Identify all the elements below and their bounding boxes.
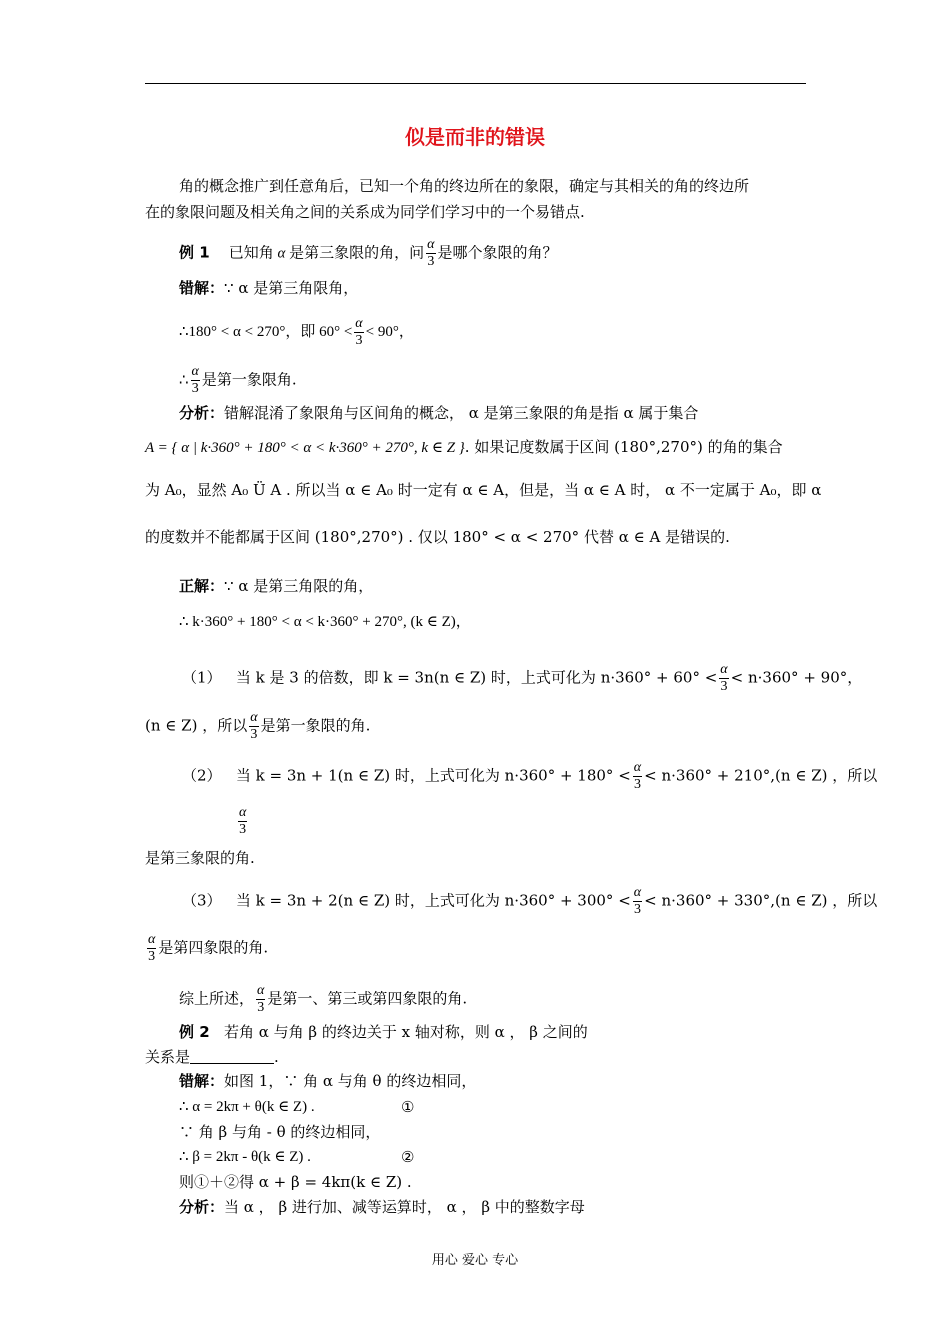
analysis-label: 分析： [179,1198,225,1216]
intro-line-1: 角的概念推广到任意角后，已知一个角的终边所在的象限，确定与其相关的角的终边所 [179,177,750,195]
case-2-cont: 是第三象限的角. [145,849,255,867]
summary: 综上所述， $\frac{\alpha}{3}$ 是第一、第三或第四象限的角. [179,983,468,1015]
answer-blank [190,1049,274,1064]
case-1-cont: (n ∈ Z) ，所以 $\frac{\alpha}{3}$ 是第一象限的角. [145,710,371,742]
example-2-question-2: 关系是 . [145,1048,279,1066]
header-rule [145,83,806,84]
eq-1-marker: ① [401,1098,415,1116]
q-part-c: 是哪个象限的角？ [437,243,558,262]
ex2-wrong-solution: 错解：如图 1，∵ 角 α 与角 θ 的终边相同， [179,1072,477,1090]
alpha-over-3: $\frac{\alpha}{3}$ [427,237,435,269]
q-part-b: 是第三象限的角，问 [289,243,425,262]
wrong-solution-1 [179,278,358,298]
case-1: （1） 当 k 是 3 的倍数，即 k = 3n(n ∈ Z) 时，上式可化为 n·360° + 60° < $\frac{\alpha}{3}$ < n·360° + 90°， [182,662,863,694]
alpha-over-3: $\frac{\alpha}{3}$ [148,932,156,964]
page-title: 似是而非的错误 [405,125,545,149]
analysis-label: 分析： [179,404,225,422]
wrong-solution-label: 错解： [179,279,225,297]
wrong-solution-label: 错解： [179,1072,225,1090]
correct-step: ∴ k·360° + 180° < α < k·360° + 270°, (k ∈ Z)， [179,614,471,630]
example-2-question: 例 2 若角 α 与角 β 的终边关于 x 轴对称，则 α ， β 之间的 [179,1023,588,1041]
page-footer: 用心 爱心 专心 [431,1253,519,1268]
ex2-eq-1: ∴ α = 2kπ + θ(k ∈ Z) . [179,1099,315,1115]
analysis-2: A = { α | k·360° + 180° < α < k·360° + 270°, k ∈ Z }. 如果记度数属于区间 (180°,270°) 的角的集合 [145,438,783,456]
correct-solution: 正解：∵ α 是第三角限的角， [179,577,374,595]
alpha-over-3: $\frac{\alpha}{3}$ [239,805,247,837]
ex2-analysis: 分析：当 α ， β 进行加、减等运算时， α ， β 中的整数字母 [179,1198,585,1216]
analysis-3: 为 A₀，显然 A₀ Ü A . 所以当 α ∈ A₀ 时一定有 α ∈ A，但是，当 α ∈ A 时， α 不一定属于 A₀，即 α [145,481,822,499]
alpha-over-3: $\frac{\alpha}{3}$ [355,316,363,348]
example-1-label: 例 1 [179,243,210,262]
alpha-over-3: $\frac{\alpha}{3}$ [250,710,258,742]
example-2-label: 例 2 [179,1023,210,1041]
case-3: （3） 当 k = 3n + 2(n ∈ Z) 时，上式可化为 n·360° + 300° < $\frac{\alpha}{3}$ < n·360° + 330°,(n ∈ Z) ，所以 [182,885,878,917]
alpha-over-3: $\frac{\alpha}{3}$ [633,760,642,792]
intro-line-2: 在的象限问题及相关角之间的关系成为同学们学习中的一个易错点. [145,203,585,221]
ex2-sum: 则①＋②得 α + β = 4kπ(k ∈ Z) . [179,1173,412,1191]
alpha-over-3: $\frac{\alpha}{3}$ [720,662,728,694]
q-part-a: 已知角 [228,243,274,262]
alpha-over-3: $\frac{\alpha}{3}$ [257,983,265,1015]
analysis-4: 的度数并不能都属于区间 (180°,270°) . 仅以 180° < α < 270° 代替 α ∈ A 是错误的. [145,528,730,546]
case-2: （2） 当 k = 3n + 1(n ∈ Z) 时，上式可化为 n·360° + 180° < $\frac{\alpha}{3}$ < n·360° + 210°,(n ∈ Z) ，所以 [182,760,878,792]
case-3-cont: $\frac{\alpha}{3}$ 是第四象限的角. [148,932,269,964]
analysis-1: 分析：错解混淆了象限角与区间角的概念， α 是第三象限的角是指 α 属于集合 [179,404,699,422]
wrong-step-2: ∴ $\frac{\alpha}{3}$ 是第一象限角. [179,364,297,396]
wrong-step-1: ∴180° < α < 270°，即 60° < $\frac{\alpha}{3}$ < 90°， [179,316,414,348]
eq-2-marker: ② [401,1148,415,1166]
ex2-eq-2: ∴ β = 2kπ - θ(k ∈ Z) . [179,1149,311,1165]
case-2-frac [236,805,249,838]
ex2-line-b: ∵ 角 β 与角 - θ 的终边相同， [179,1123,381,1141]
alpha-over-3: $\frac{\alpha}{3}$ [633,885,642,917]
wrong-solution-text: ∵ α 是第三角限角， [224,279,359,297]
alpha-over-3: $\frac{\alpha}{3}$ [191,364,199,396]
correct-solution-label: 正解： [179,577,225,595]
example-1-question: 例 1 已知角 α 是第三象限的角，问 $\frac{\alpha}{3}$ 是哪个象限的角？ [179,237,558,269]
set-definition: A = { α | k·360° + 180° < α < k·360° + 270°, k ∈ Z } [145,440,465,456]
